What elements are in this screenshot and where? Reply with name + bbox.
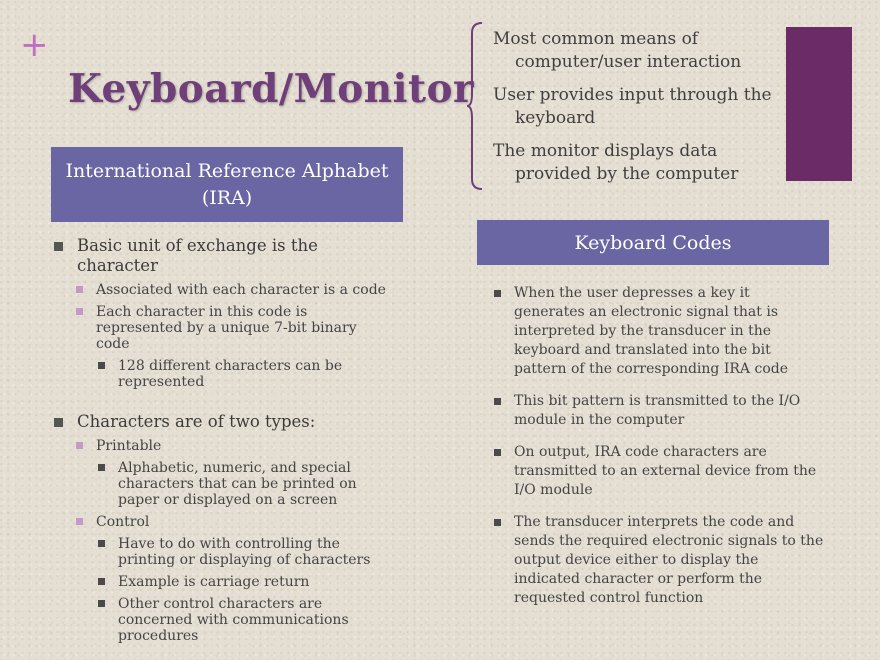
intro-point: Most common means of computer/user interaction bbox=[493, 29, 742, 72]
intro-points bbox=[493, 28, 783, 196]
list-item: Each character in this code is represented by a unique 7-bit binary code bbox=[52, 304, 392, 352]
list-item: Alphabetic, numeric, and special characters that can be printed on paper or displayed on a screen bbox=[52, 460, 392, 508]
list-item: The transducer interprets the code and sends the required electronic signals to the output device either to display the indicated character or perform the requested control function bbox=[494, 513, 824, 608]
list-item: On output, IRA code characters are transmitted to an external device from the I/O module bbox=[494, 443, 824, 500]
list-item: 128 different characters can be represented bbox=[52, 358, 392, 390]
square-bullet-icon bbox=[494, 519, 501, 526]
square-bullet-icon bbox=[98, 464, 105, 471]
list-item: Associated with each character is a code bbox=[52, 282, 392, 298]
list-item: Control bbox=[52, 514, 392, 530]
square-bullet-icon bbox=[98, 600, 105, 607]
intro-point: User provides input through the keyboard bbox=[493, 85, 772, 128]
square-bullet-icon bbox=[54, 242, 63, 251]
ira-section-header bbox=[51, 147, 403, 222]
list-item: Example is carriage return bbox=[52, 574, 392, 590]
square-bullet-icon bbox=[98, 578, 105, 585]
list-item: Characters are of two types: bbox=[52, 412, 392, 432]
square-bullet-icon bbox=[76, 286, 83, 293]
intro-point: The monitor displays data provided by the computer bbox=[493, 141, 739, 184]
accent-rectangle bbox=[786, 27, 852, 181]
square-bullet-icon bbox=[54, 418, 63, 427]
ira-bullet-list bbox=[52, 236, 392, 644]
square-bullet-icon bbox=[494, 449, 501, 456]
list-item: Basic unit of exchange is the character bbox=[52, 236, 392, 276]
square-bullet-icon bbox=[494, 398, 501, 405]
keyboard-codes-header-label: Keyboard Codes bbox=[574, 231, 732, 254]
square-bullet-icon bbox=[98, 362, 105, 369]
ira-section-header-label: International Reference Alphabet (IRA) bbox=[65, 159, 389, 209]
keyboard-codes-header bbox=[477, 220, 829, 265]
list-item: Have to do with controlling the printing or displaying of characters bbox=[52, 536, 392, 568]
square-bullet-icon bbox=[98, 540, 105, 547]
square-bullet-icon bbox=[76, 518, 83, 525]
keyboard-codes-list bbox=[494, 284, 824, 608]
curly-brace-icon bbox=[466, 22, 484, 190]
list-item: Printable bbox=[52, 438, 392, 454]
list-item: This bit pattern is transmitted to the I/O module in the computer bbox=[494, 392, 824, 430]
square-bullet-icon bbox=[76, 442, 83, 449]
square-bullet-icon bbox=[494, 290, 501, 297]
list-item: Other control characters are concerned with communications procedures bbox=[52, 596, 392, 644]
slide-title: Keyboard/Monitor bbox=[68, 66, 475, 112]
list-item: When the user depresses a key it generates an electronic signal that is interpreted by the transducer in the keyboard and translated into the bit pattern of the corresponding IRA code bbox=[494, 284, 824, 379]
square-bullet-icon bbox=[76, 308, 83, 315]
plus-icon: + bbox=[20, 25, 49, 65]
